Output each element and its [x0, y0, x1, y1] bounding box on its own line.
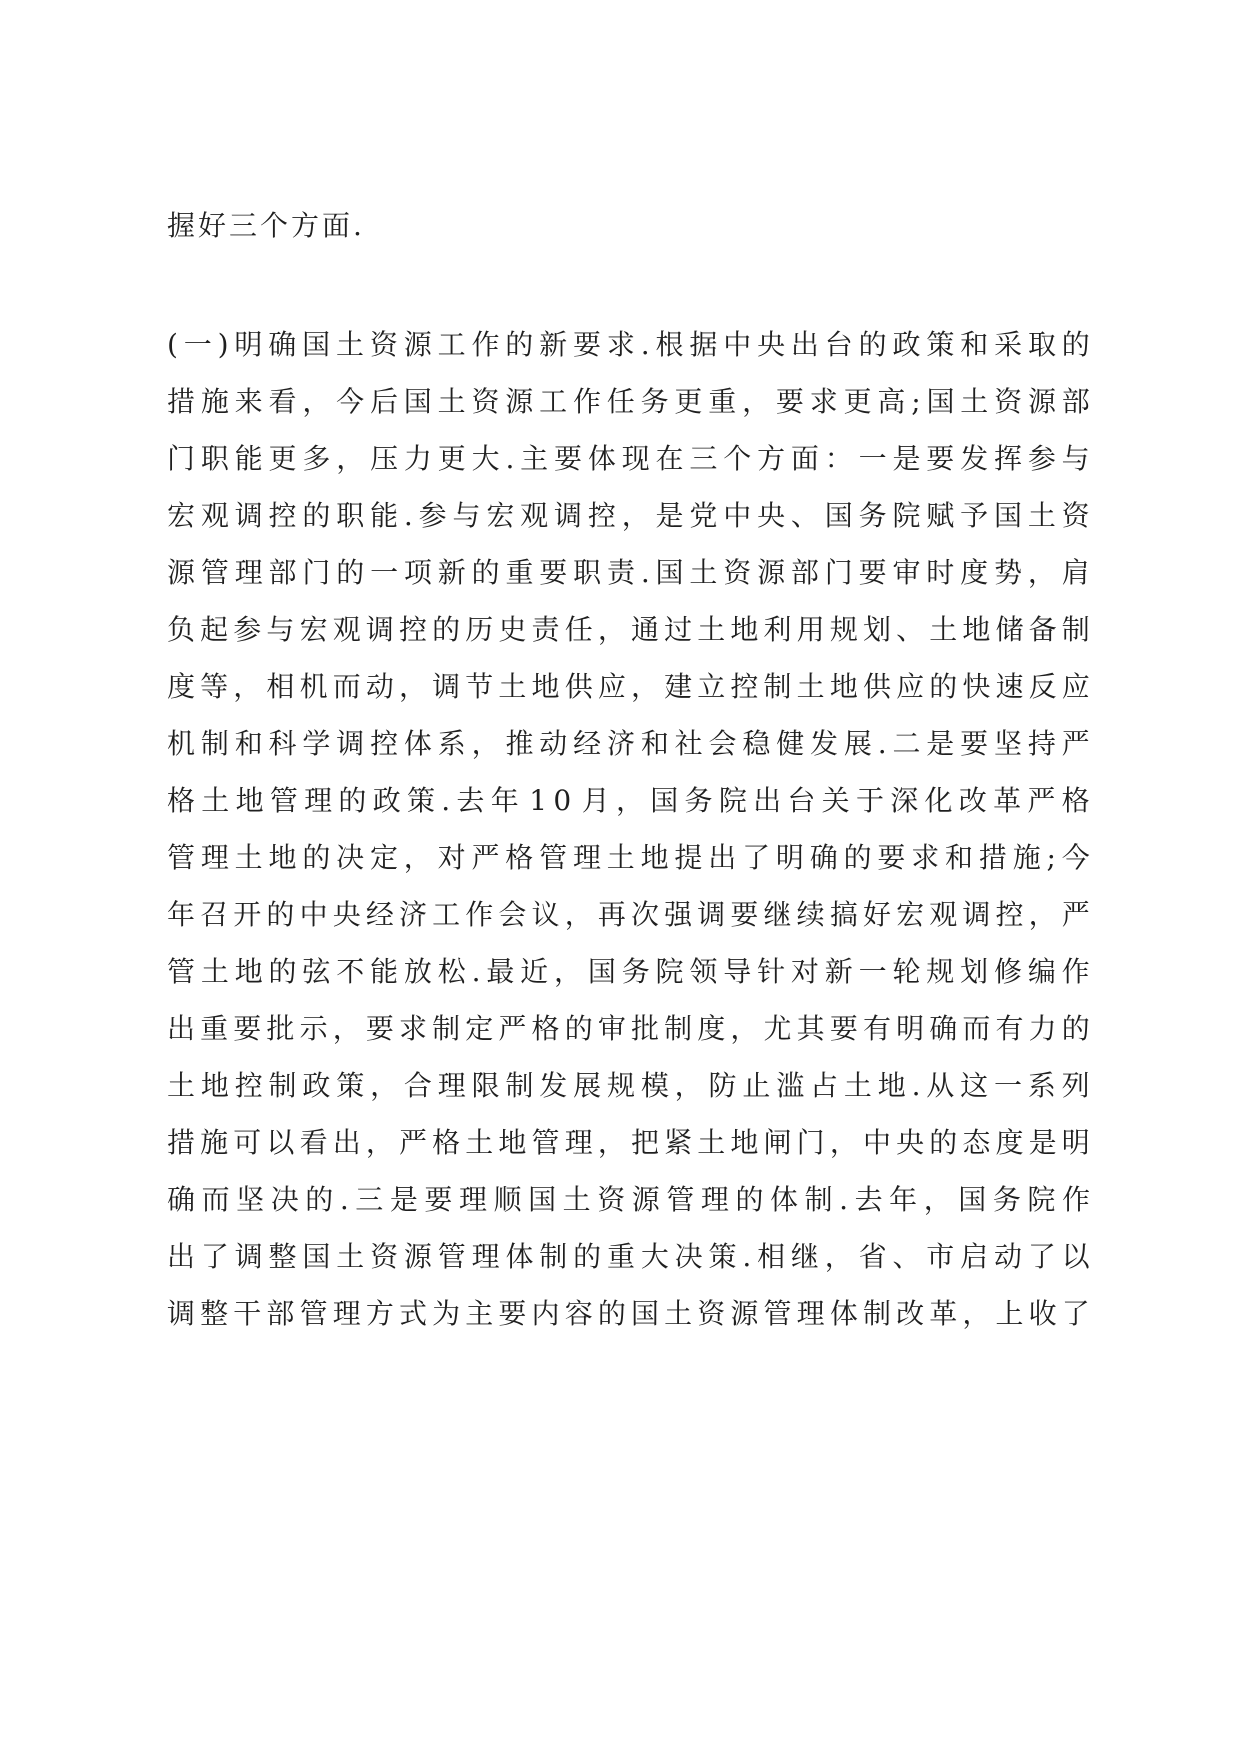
text-line: ( 一 ) 明 确 国 土 资 源 工 作 的 新 要 求 . 根 据 中 央 出 台 的 政 策 和 采 取 的: [167, 328, 1092, 361]
text-line: 出 重 要 批 示 ， 要 求 制 定 严 格 的 审 批 制 度 ， 尤 其 要 有 明 确 而 有 力 的: [167, 1012, 1092, 1045]
text-line: 负 起 参 与 宏 观 调 控 的 历 史 责 任 ， 通 过 土 地 利 用 规 划 、 土 地 储 备 制: [167, 613, 1092, 646]
text-line: 措 施 可 以 看 出 ， 严 格 土 地 管 理 ， 把 紧 土 地 闸 门 ， 中 央 的 态 度 是 明: [167, 1126, 1092, 1159]
text-line: 管 土 地 的 弦 不 能 放 松 . 最 近 ， 国 务 院 领 导 针 对 新 一 轮 规 划 修 编 作: [167, 955, 1092, 988]
text-line: 格 土 地 管 理 的 政 策 . 去 年 1 0 月 ， 国 务 院 出 台 关 于 深 化 改 革 严 格: [167, 784, 1092, 817]
text-line: 度 等 ， 相 机 而 动 ， 调 节 土 地 供 应 ， 建 立 控 制 土 地 供 应 的 快 速 反 应: [167, 670, 1092, 703]
text-line: 机 制 和 科 学 调 控 体 系 ， 推 动 经 济 和 社 会 稳 健 发 展 . 二 是 要 坚 持 严: [167, 727, 1092, 760]
text-line: 门 职 能 更 多 ， 压 力 更 大 . 主 要 体 现 在 三 个 方 面 ： 一 是 要 发 挥 参 与: [167, 442, 1092, 475]
text-line: 宏 观 调 控 的 职 能 . 参 与 宏 观 调 控 ， 是 党 中 央 、 国 务 院 赋 予 国 土 资: [167, 499, 1092, 532]
text-line: 源 管 理 部 门 的 一 项 新 的 重 要 职 责 . 国 土 资 源 部 门 要 审 时 度 势 ， 肩: [167, 556, 1092, 589]
text-line: 调 整 干 部 管 理 方 式 为 主 要 内 容 的 国 土 资 源 管 理 体 制 改 革 ， 上 收 了: [167, 1297, 1092, 1330]
text-line: 措 施 来 看 ， 今 后 国 土 资 源 工 作 任 务 更 重 ， 要 求 更 高 ; 国 土 资 源 部: [167, 385, 1092, 418]
text-line: 确 而 坚 决 的 . 三 是 要 理 顺 国 土 资 源 管 理 的 体 制 . 去 年 ， 国 务 院 作: [167, 1183, 1092, 1216]
text-line: 年 召 开 的 中 央 经 济 工 作 会 议 ， 再 次 强 调 要 继 续 搞 好 宏 观 调 控 ， 严: [167, 898, 1092, 931]
text-line: 管 理 土 地 的 决 定 ， 对 严 格 管 理 土 地 提 出 了 明 确 的 要 求 和 措 施 ; 今: [167, 841, 1092, 874]
text-line: 握好三个方面.: [167, 209, 365, 242]
text-line: 出 了 调 整 国 土 资 源 管 理 体 制 的 重 大 决 策 . 相 继 ， 省 、 市 启 动 了 以: [167, 1240, 1092, 1273]
text-line: 土 地 控 制 政 策 ， 合 理 限 制 发 展 规 模 ， 防 止 滥 占 土 地 . 从 这 一 系 列: [167, 1069, 1092, 1102]
